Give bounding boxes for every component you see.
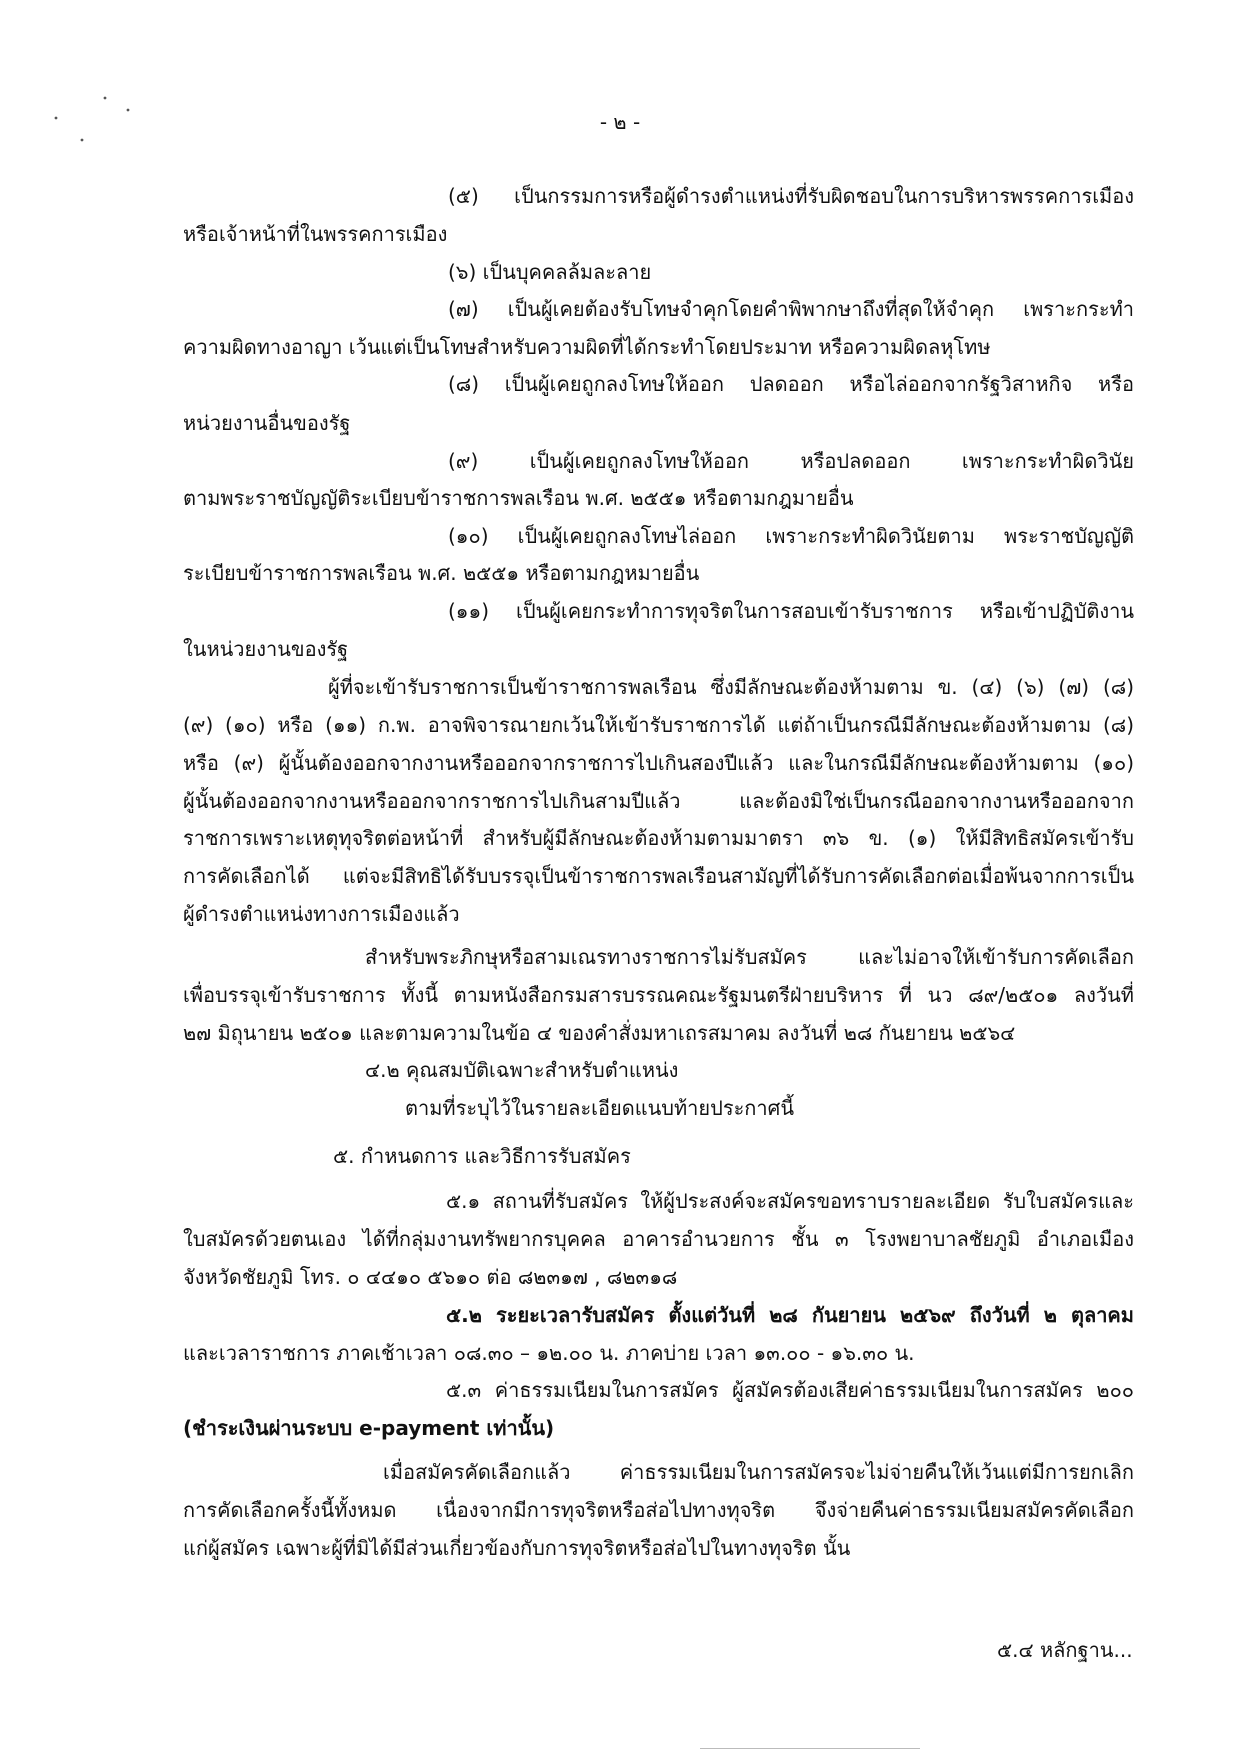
text-line: ระเบียบข้าราชการพลเรือน พ.ศ. ๒๕๕๑ หรือตามกฎหมายอื่น — [183, 561, 700, 585]
text-line: (๑๐) เป็นผู้เคยถูกลงโทษไล่ออก เพราะกระทำผิดวินัยตาม พระราชบัญญัติ — [448, 524, 1134, 548]
text-line: จังหวัดชัยภูมิ โทร. ๐ ๔๔๑๐ ๕๖๑๐ ต่อ ๘๒๓๑๗ , ๘๒๓๑๘ — [183, 1265, 678, 1289]
text-line: (๙) เป็นผู้เคยถูกลงโทษให้ออก หรือปลดออก เพราะกระทำผิดวินัย — [448, 449, 1134, 473]
section-heading: ๔.๒ คุณสมบัติเฉพาะสำหรับตำแหน่ง — [365, 1058, 679, 1082]
text-line: (๑๑) เป็นผู้เคยกระทำการทุจริตในการสอบเข้ารับราชการ หรือเข้าปฏิบัติงาน — [448, 599, 1134, 623]
continuation-note: ๕.๔ หลักฐาน... — [997, 1638, 1133, 1662]
text-line: ตามพระราชบัญญัติระเบียบข้าราชการพลเรือน พ.ศ. ๒๕๕๑ หรือตามกฎมายอื่น — [183, 486, 854, 510]
text-line: ๕.๑ สถานที่รับสมัคร ให้ผู้ประสงค์จะสมัครขอทราบรายละเอียด รับใบสมัครและ — [446, 1189, 1134, 1213]
text-line: (๗) เป็นผู้เคยต้องรับโทษจำคุกโดยคำพิพากษาถึงที่สุดให้จำคุก เพราะกระทำ — [448, 297, 1134, 321]
text-line: และเวลาราชการ ภาคเช้าเวลา ๐๘.๓๐ – ๑๒.๐๐ น. ภาคบ่าย เวลา ๑๓.๐๐ - ๑๖.๓๐ น. — [183, 1341, 915, 1365]
text-line: หรือเจ้าหน้าที่ในพรรคการเมือง — [183, 222, 448, 246]
text-line: หรือ (๙) ผู้นั้นต้องออกจากงานหรือออกจากราชการไปเกินสองปีแล้ว และในกรณีมีลักษณะต้องห้ามตาม (๑๐) — [183, 751, 1134, 775]
text-line: ความผิดทางอาญา เว้นแต่เป็นโทษสำหรับความผิดที่ได้กระทำโดยประมาท หรือความผิดลหุโทษ — [183, 335, 991, 359]
scan-edge-mark — [700, 1748, 920, 1749]
text-line: ใบสมัครด้วยตนเอง ได้ที่กลุ่มงานทรัพยากรบุคคล อาคารอำนวยการ ชั้น ๓ โรงพยาบาลชัยภูมิ อำเภอเมือง — [183, 1227, 1134, 1251]
text-line: แก่ผู้สมัคร เฉพาะผู้ที่มิได้มีส่วนเกี่ยวข้องกับการทุจริตหรือส่อไปในทางทุจริต นั้น — [183, 1536, 851, 1560]
text-line: สำหรับพระภิกษุหรือสามเณรทางราชการไม่รับสมัคร และไม่อาจให้เข้ารับการคัดเลือก — [365, 945, 1134, 969]
text-line: (๖) เป็นบุคคลล้มละลาย — [448, 260, 652, 284]
text-line: ๕.๒ ระยะเวลารับสมัคร ตั้งแต่วันที่ ๒๘ กันยายน ๒๕๖๙ ถึงวันที่ ๒ ตุลาคม — [446, 1303, 1134, 1327]
text-line: การคัดเลือกได้ แต่จะมีสิทธิได้รับบรรจุเป็นข้าราชการพลเรือนสามัญที่ได้รับการคัดเลือกต่อเมื่อพ้นจากการเป็น — [183, 864, 1134, 888]
text-line: ๕.๓ ค่าธรรมเนียมในการสมัคร ผู้สมัครต้องเสียค่าธรรมเนียมในการสมัคร ๒๐๐ — [446, 1378, 1134, 1402]
text-line: (ชำระเงินผ่านระบบ e-payment เท่านั้น) — [183, 1416, 555, 1440]
text-line: (๘) เป็นผู้เคยถูกลงโทษให้ออก ปลดออก หรือไล่ออกจากรัฐวิสาหกิจ หรือ — [448, 372, 1134, 396]
text-line: ในหน่วยงานของรัฐ — [183, 637, 349, 661]
text-line: ราชการเพราะเหตุทุจริตต่อหน้าที่ สำหรับผู้มีลักษณะต้องห้ามตามมาตรา ๓๖ ข. (๑) ให้มีสิทธิสมัครเข้ารับ — [183, 826, 1134, 850]
section-heading: ๕. กำหนดการ และวิธีการรับสมัคร — [333, 1144, 631, 1168]
text-line: ผู้นั้นต้องออกจากงานหรือออกจากราชการไปเกินสามปีแล้ว และต้องมิใช่เป็นกรณีออกจากงานหรือออกจาก — [183, 789, 1134, 813]
text-line: หน่วยงานอื่นของรัฐ — [183, 411, 351, 435]
text-line: เมื่อสมัครคัดเลือกแล้ว ค่าธรรมเนียมในการสมัครจะไม่จ่ายคืนให้เว้นแต่มีการยกเลิก — [383, 1460, 1134, 1484]
text-line: (๙) (๑๐) หรือ (๑๑) ก.พ. อาจพิจารณายกเว้นให้เข้ารับราชการได้ แต่ถ้าเป็นกรณีมีลักษณะต้องห้ามตาม (๘) — [183, 713, 1134, 737]
text-line: ผู้ดำรงตำแหน่งทางการเมืองแล้ว — [183, 902, 460, 926]
text-line: ๒๗ มิถุนายน ๒๕๐๑ และตามความในข้อ ๔ ของคำสั่งมหาเถรสมาคม ลงวันที่ ๒๘ กันยายน ๒๕๖๔ — [183, 1021, 1016, 1045]
text-line: (๕) เป็นกรรมการหรือผู้ดำรงตำแหน่งที่รับผิดชอบในการบริหารพรรคการเมือง — [448, 184, 1134, 208]
scan-specks — [50, 92, 140, 152]
text-line: การคัดเลือกครั้งนี้ทั้งหมด เนื่องจากมีการทุจริตหรือส่อไปทางทุจริต จึงจ่ายคืนค่าธรรมเนียมสมัครคัดเลือก — [183, 1498, 1134, 1522]
page-number: - ๒ - — [599, 110, 641, 134]
text-line: ตามที่ระบุไว้ในรายละเอียดแนบท้ายประกาศนี้ — [405, 1096, 795, 1120]
text-line: เพื่อบรรจุเข้ารับราชการ ทั้งนี้ ตามหนังสือกรมสารบรรณคณะรัฐมนตรีฝ่ายบริหาร ที่ นว ๘๙/๒๕๐๑ ลงวันที่ — [183, 983, 1134, 1007]
text-line: ผู้ที่จะเข้ารับราชการเป็นข้าราชการพลเรือน ซึ่งมีลักษณะต้องห้ามตาม ข. (๔) (๖) (๗) (๘) — [328, 675, 1134, 699]
